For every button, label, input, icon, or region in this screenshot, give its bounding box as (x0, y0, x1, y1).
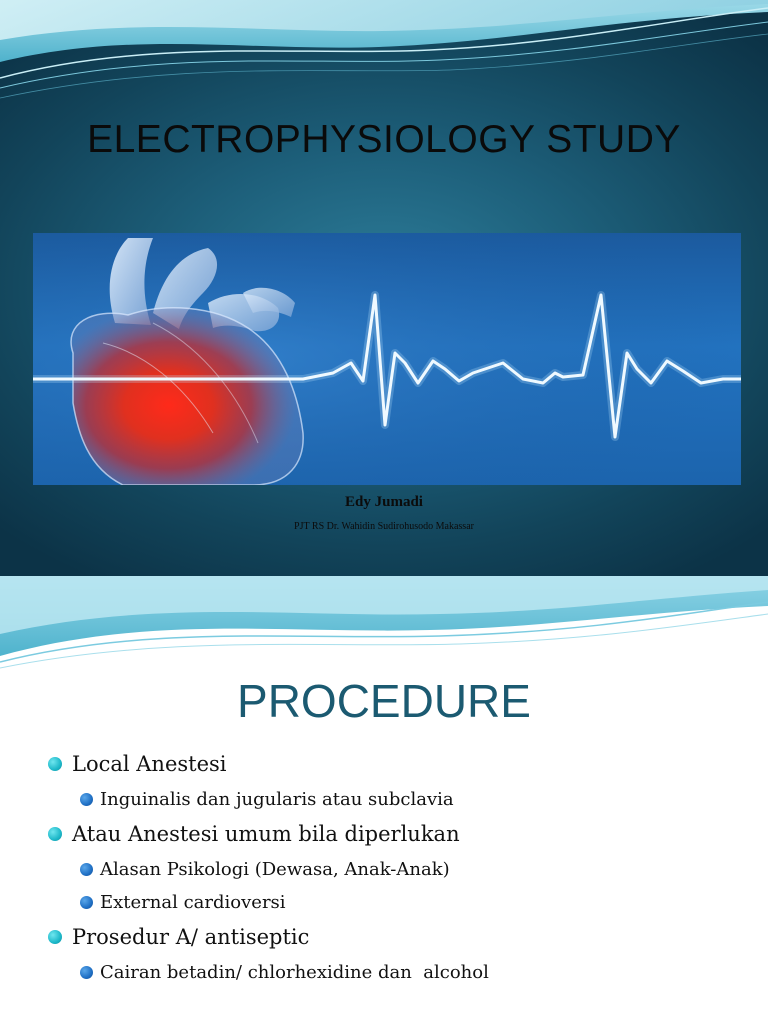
bullet-icon (80, 863, 93, 876)
bullet-item (48, 746, 748, 783)
procedure-slide (0, 576, 768, 1024)
sub-bullet-item (48, 886, 748, 919)
bullet-text: Inguinalis dan jugularis atau subclavia (100, 789, 454, 810)
bullet-icon (48, 930, 62, 944)
slide-title: PROCEDURE (237, 675, 531, 727)
sub-bullet-item (48, 783, 748, 816)
bullet-text: Atau Anestesi umum bila diperlukan (72, 822, 460, 846)
slide-title: ELECTROPHYSIOLOGY STUDY (87, 118, 681, 161)
bullet-text: Cairan betadin/ chlorhexidine dan alcohol (100, 962, 489, 983)
decorative-waves-top (0, 0, 768, 110)
bullet-text: Local Anestesi (72, 752, 227, 776)
bullet-icon (48, 827, 62, 841)
author-affiliation: PJT RS Dr. Wahidin Sudirohusodo Makassar (294, 521, 474, 532)
bullet-text: External cardioversi (100, 892, 286, 913)
bullet-icon (80, 966, 93, 979)
bullet-text: Prosedur A/ antiseptic (72, 925, 310, 949)
author-name: Edy Jumadi (345, 494, 423, 510)
heart-ecg-image (33, 233, 741, 485)
decorative-waves-top (0, 576, 768, 672)
bullet-icon (80, 896, 93, 909)
bullet-list (48, 746, 748, 989)
bullet-icon (48, 757, 62, 771)
bullet-item (48, 816, 748, 853)
sub-bullet-item (48, 853, 748, 886)
bullet-icon (80, 793, 93, 806)
bullet-text: Alasan Psikologi (Dewasa, Anak-Anak) (100, 859, 450, 880)
sub-bullet-item (48, 956, 748, 989)
bullet-item (48, 919, 748, 956)
